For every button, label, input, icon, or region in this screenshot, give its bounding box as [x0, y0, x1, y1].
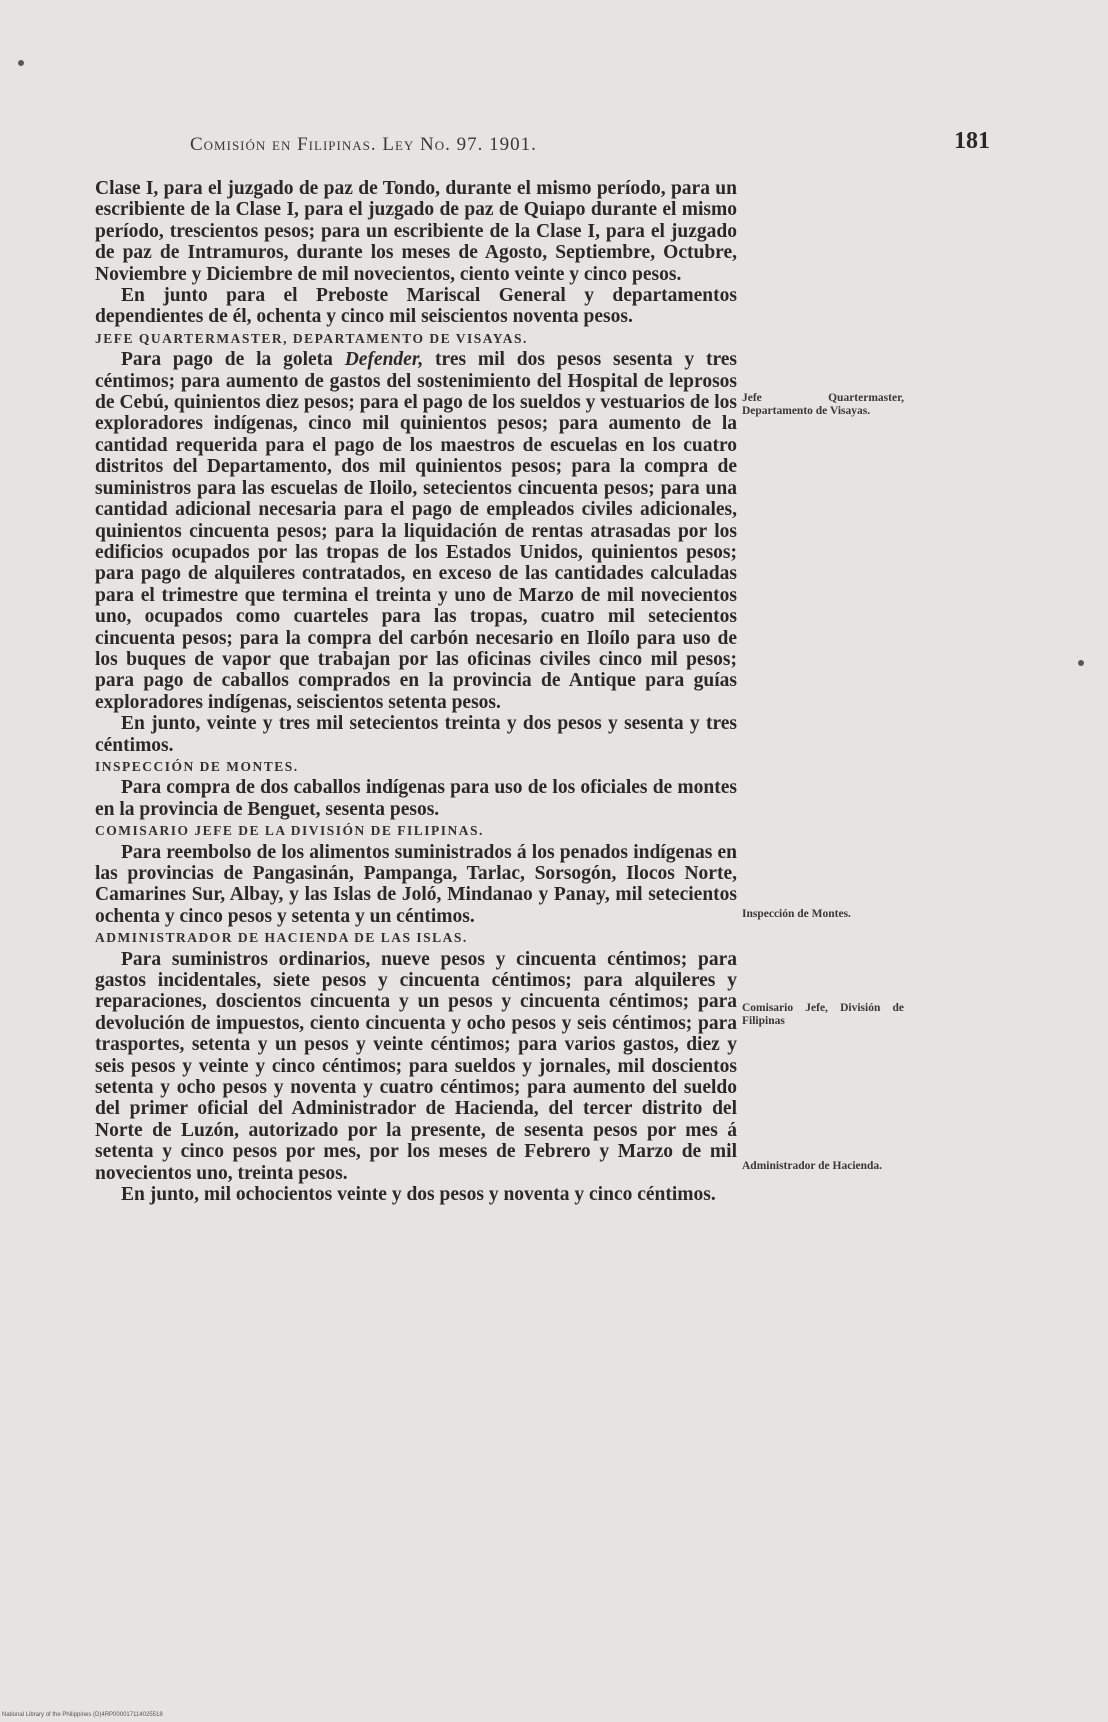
ship-name: Defender,: [344, 349, 424, 371]
section-heading: JEFE QUARTERMASTER, DEPARTAMENTO DE VISAYAS.: [95, 330, 528, 346]
paragraph: En junto, veinte y tres mil setecientos treinta y dos pesos y sesenta y tres céntimos.: [95, 713, 737, 756]
margin-note: Jefe Quartermaster, Departamento de Visayas.: [742, 392, 904, 417]
paragraph: Para compra de dos caballos indígenas para uso de los oficiales de montes en la provincia de Benguet, sesenta pesos.: [95, 777, 737, 820]
margin-note: Administrador de Hacienda.: [742, 1160, 883, 1172]
body-text: [95, 178, 737, 1206]
paragraph: En junto, mil ochocientos veinte y dos pesos y noventa y cinco céntimos.: [121, 1184, 716, 1206]
section-heading: COMISARIO JEFE DE LA DIVISIÓN DE FILIPINAS.: [95, 823, 484, 839]
paragraph: Clase I, para el juzgado de paz de Tondo, durante el mismo período, para un escribiente de la Clase I, para el juzgado de paz de Quiapo durante el mismo período, trescientos pesos; para un escribiente de la Clase I, para el juzgado de paz de Intramuros, durante los meses de Agosto, Septiembre, Octubre, Noviembre y Diciembre de mil novecientos, ciento veinte y cinco pesos.: [95, 178, 737, 285]
paragraph: Para suministros ordinarios, nueve pesos y cincuenta céntimos; para gastos incidentales, siete pesos y cincuenta céntimos; para alquileres y reparaciones, doscientos cincuenta y un pesos y cincuenta céntimos; para devolución de impuestos, ciento cincuenta y ocho pesos y seis céntimos; para trasportes, setenta y un pesos y veinte céntimos; para varios gastos, diez y seis pesos y veinte y cinco céntimos; para sueldos y jornales, mil doscientos setenta y ocho pesos y noventa y cuatro céntimos; para aumento del sueldo del primer oficial del Administrador de Hacienda, del tercer distrito del Norte de Luzón, autorizado por la presente, de sesenta pesos por mes á setenta y cinco pesos por mes, por los meses de Febrero y Marzo de mil novecientos uno, treinta pesos.: [95, 948, 737, 1184]
page-header: [190, 128, 990, 162]
scan-speck: [1078, 660, 1084, 666]
paragraph: [95, 349, 737, 713]
section-heading: ADMINISTRADOR DE HACIENDA DE LAS ISLAS.: [95, 930, 468, 946]
margin-note: Inspección de Montes.: [742, 908, 851, 920]
paragraph: En junto para el Preboste Mariscal General y departamentos dependientes de él, ochenta y cinco mil seiscientos noventa pesos.: [95, 285, 737, 328]
page-number: 181: [954, 128, 990, 154]
paragraph-text: tres mil dos pesos sesenta y tres céntimos; para aumento de gastos del sostenimiento del Hospital de leprosos de Cebú, quinientos diez pesos; para el pago de los sueldos y vestuarios de los exploradores indígenas, cinco mil quinientos pesos; para aumento de la cantidad requerida para el pago de los maestros de escuelas en los cuatro distritos del Departamento, dos mil quinientos pesos; para la compra de suministros para las escuelas de Iloilo, setecientos cincuenta pesos; para una cantidad adicional necesaria para el pago de empleados civiles adicionales, quinientos cincuenta pesos; para la liquidación de rentas atrasadas por los edificios ocupados por las tropas de los Estados Unidos, quinientos pesos; para pago de alquileres contratados, en exceso de las cantidades calculadas para el trimestre que termina el treinta y uno de Marzo de mil novecientos uno, ocupados como cuarteles para las tropas, cuatro mil setecientos cincuenta pesos; para la compra del carbón necesario en Iloílo para uso de los buques de vapor que trabajan por las oficinas civiles cinco mil pesos; para pago de caballos comprados en la provincia de Antique para guías exploradores indígenas, seiscientos setenta pesos.: [95, 349, 737, 713]
paragraph: Para reembolso de los alimentos suministrados á los penados indígenas en las provincias de Pangasinán, Pampanga, Tarlac, Sorsogón, Ilocos Norte, Camarines Sur, Albay, y las Islas de Joló, Mindanao y Panay, mil setecientos ochenta y cinco pesos y setenta y un céntimos.: [95, 841, 737, 927]
running-head: Comisión en Filipinas. Ley No. 97. 1901.: [190, 134, 537, 155]
section-heading: INSPECCIÓN DE MONTES.: [95, 758, 299, 774]
scan-footer: National Library of the Philippines (D)4RP000017114025518: [2, 1712, 163, 1718]
paragraph-text: Para pago de la goleta: [121, 349, 345, 371]
scan-speck: [18, 60, 24, 66]
margin-note: Comisario Jefe, División de Filipinas: [742, 1002, 904, 1027]
